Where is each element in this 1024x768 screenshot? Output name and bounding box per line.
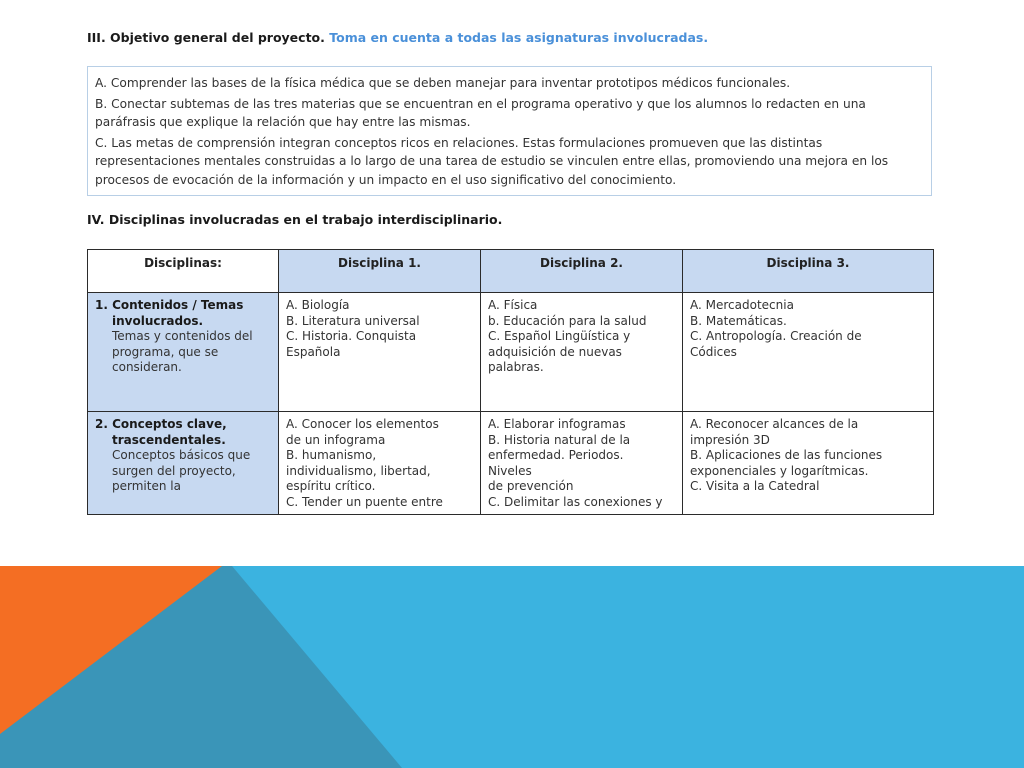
cell-line: B. humanismo, [286, 448, 377, 462]
disciplines-table [87, 249, 934, 515]
objectives-box [87, 66, 932, 196]
cell-conceptos-d3 [683, 412, 934, 515]
row-label-sub: Conceptos básicos que [112, 448, 251, 462]
header-disciplina-1: Disciplina 1. [279, 250, 481, 293]
cell-contenidos-d3 [683, 293, 934, 412]
cell-line: adquisición de nuevas [488, 344, 622, 359]
cell-line: A. Reconocer alcances de la [690, 417, 859, 431]
cell-line: C. Visita a la Catedral [690, 479, 820, 493]
cell-line: b. Educación para la salud [488, 313, 647, 328]
cell-line: C. Tender un puente entre [286, 494, 443, 509]
row-label-sub: permiten la [112, 479, 181, 493]
cell-line: Códices [690, 344, 737, 359]
table-row [88, 293, 934, 412]
cell-line: A. Biología [286, 298, 350, 312]
section-4-title: IV. Disciplinas involucradas en el trabajo interdisciplinario. [87, 212, 503, 227]
cell-line: A. Elaborar infogramas [488, 417, 626, 431]
cell-line: A. Física [488, 298, 538, 312]
cell-conceptos-d1 [279, 412, 481, 515]
cell-line: C. Español Lingüística y [488, 329, 631, 343]
cell-line: impresión 3D [690, 432, 770, 447]
row-label-title: 2. Conceptos clave, [95, 417, 227, 431]
objective-a: A. Comprender las bases de la física médica que se deben manejar para inventar prototipos médicos funcionales. [95, 76, 791, 90]
cell-line: de un infograma [286, 432, 386, 447]
objective-c: C. Las metas de comprensión integran conceptos ricos en relaciones. Estas formulaciones promueven que las distintas representaciones mentales construidas a lo largo de una tarea de estudio se vinculen entre ellas, promoviendo una mejora en los procesos de evocación de la información y un impacto en el uso significativo del conocimiento. [95, 135, 889, 187]
section-3-title: III. Objetivo general del proyecto. [87, 30, 325, 45]
section-3-heading [87, 30, 708, 45]
cell-line: C. Delimitar las conexiones y [488, 494, 663, 509]
footer-decoration [0, 566, 1024, 768]
row-label-title-cont: involucrados. [112, 313, 204, 328]
section-4-heading [87, 212, 502, 227]
row-label-sub: surgen del proyecto, [112, 463, 236, 478]
row-label-contenidos [88, 293, 279, 412]
header-disciplina-2: Disciplina 2. [481, 250, 683, 293]
cell-line: exponenciales y logarítmicas. [690, 463, 869, 478]
row-label-title-cont: trascendentales. [112, 432, 226, 447]
cell-contenidos-d1 [279, 293, 481, 412]
header-disciplina-3: Disciplina 3. [683, 250, 934, 293]
cell-line: C. Historia. Conquista [286, 329, 417, 343]
cell-contenidos-d2 [481, 293, 683, 412]
cell-line: C. Antropología. Creación de [690, 329, 862, 343]
cell-line: de prevención [488, 479, 574, 493]
cell-line: enfermedad. Periodos. [488, 448, 624, 462]
header-disciplinas: Disciplinas: [88, 250, 279, 293]
cell-line: Niveles [488, 463, 532, 478]
cell-line: B. Historia natural de la [488, 432, 631, 447]
row-label-conceptos [88, 412, 279, 515]
cell-line: espíritu crítico. [286, 479, 376, 493]
cell-line: B. Literatura universal [286, 313, 420, 328]
cell-conceptos-d2 [481, 412, 683, 515]
row-label-sub: Temas y contenidos del [112, 329, 253, 343]
row-label-sub: consideran. [112, 360, 182, 374]
cell-line: individualismo, libertad, [286, 463, 431, 478]
row-label-title: 1. Contenidos / Temas [95, 298, 244, 312]
cell-line: palabras. [488, 360, 544, 374]
row-label-sub: programa, que se [112, 344, 219, 359]
cell-line: B. Matemáticas. [690, 313, 787, 328]
cell-line: B. Aplicaciones de las funciones [690, 448, 883, 462]
table-header-row [88, 250, 934, 293]
objective-b: B. Conectar subtemas de las tres materias que se encuentran en el programa operativo y que los alumnos lo redacten en una paráfrasis que explique la relación que hay entre las mismas. [95, 96, 866, 129]
cell-line: A. Mercadotecnia [690, 298, 794, 312]
cell-line: A. Conocer los elementos [286, 417, 439, 431]
section-3-instruction: Toma en cuenta a todas las asignaturas involucradas. [329, 30, 709, 45]
cell-line: Española [286, 344, 341, 359]
table-row [88, 412, 934, 515]
